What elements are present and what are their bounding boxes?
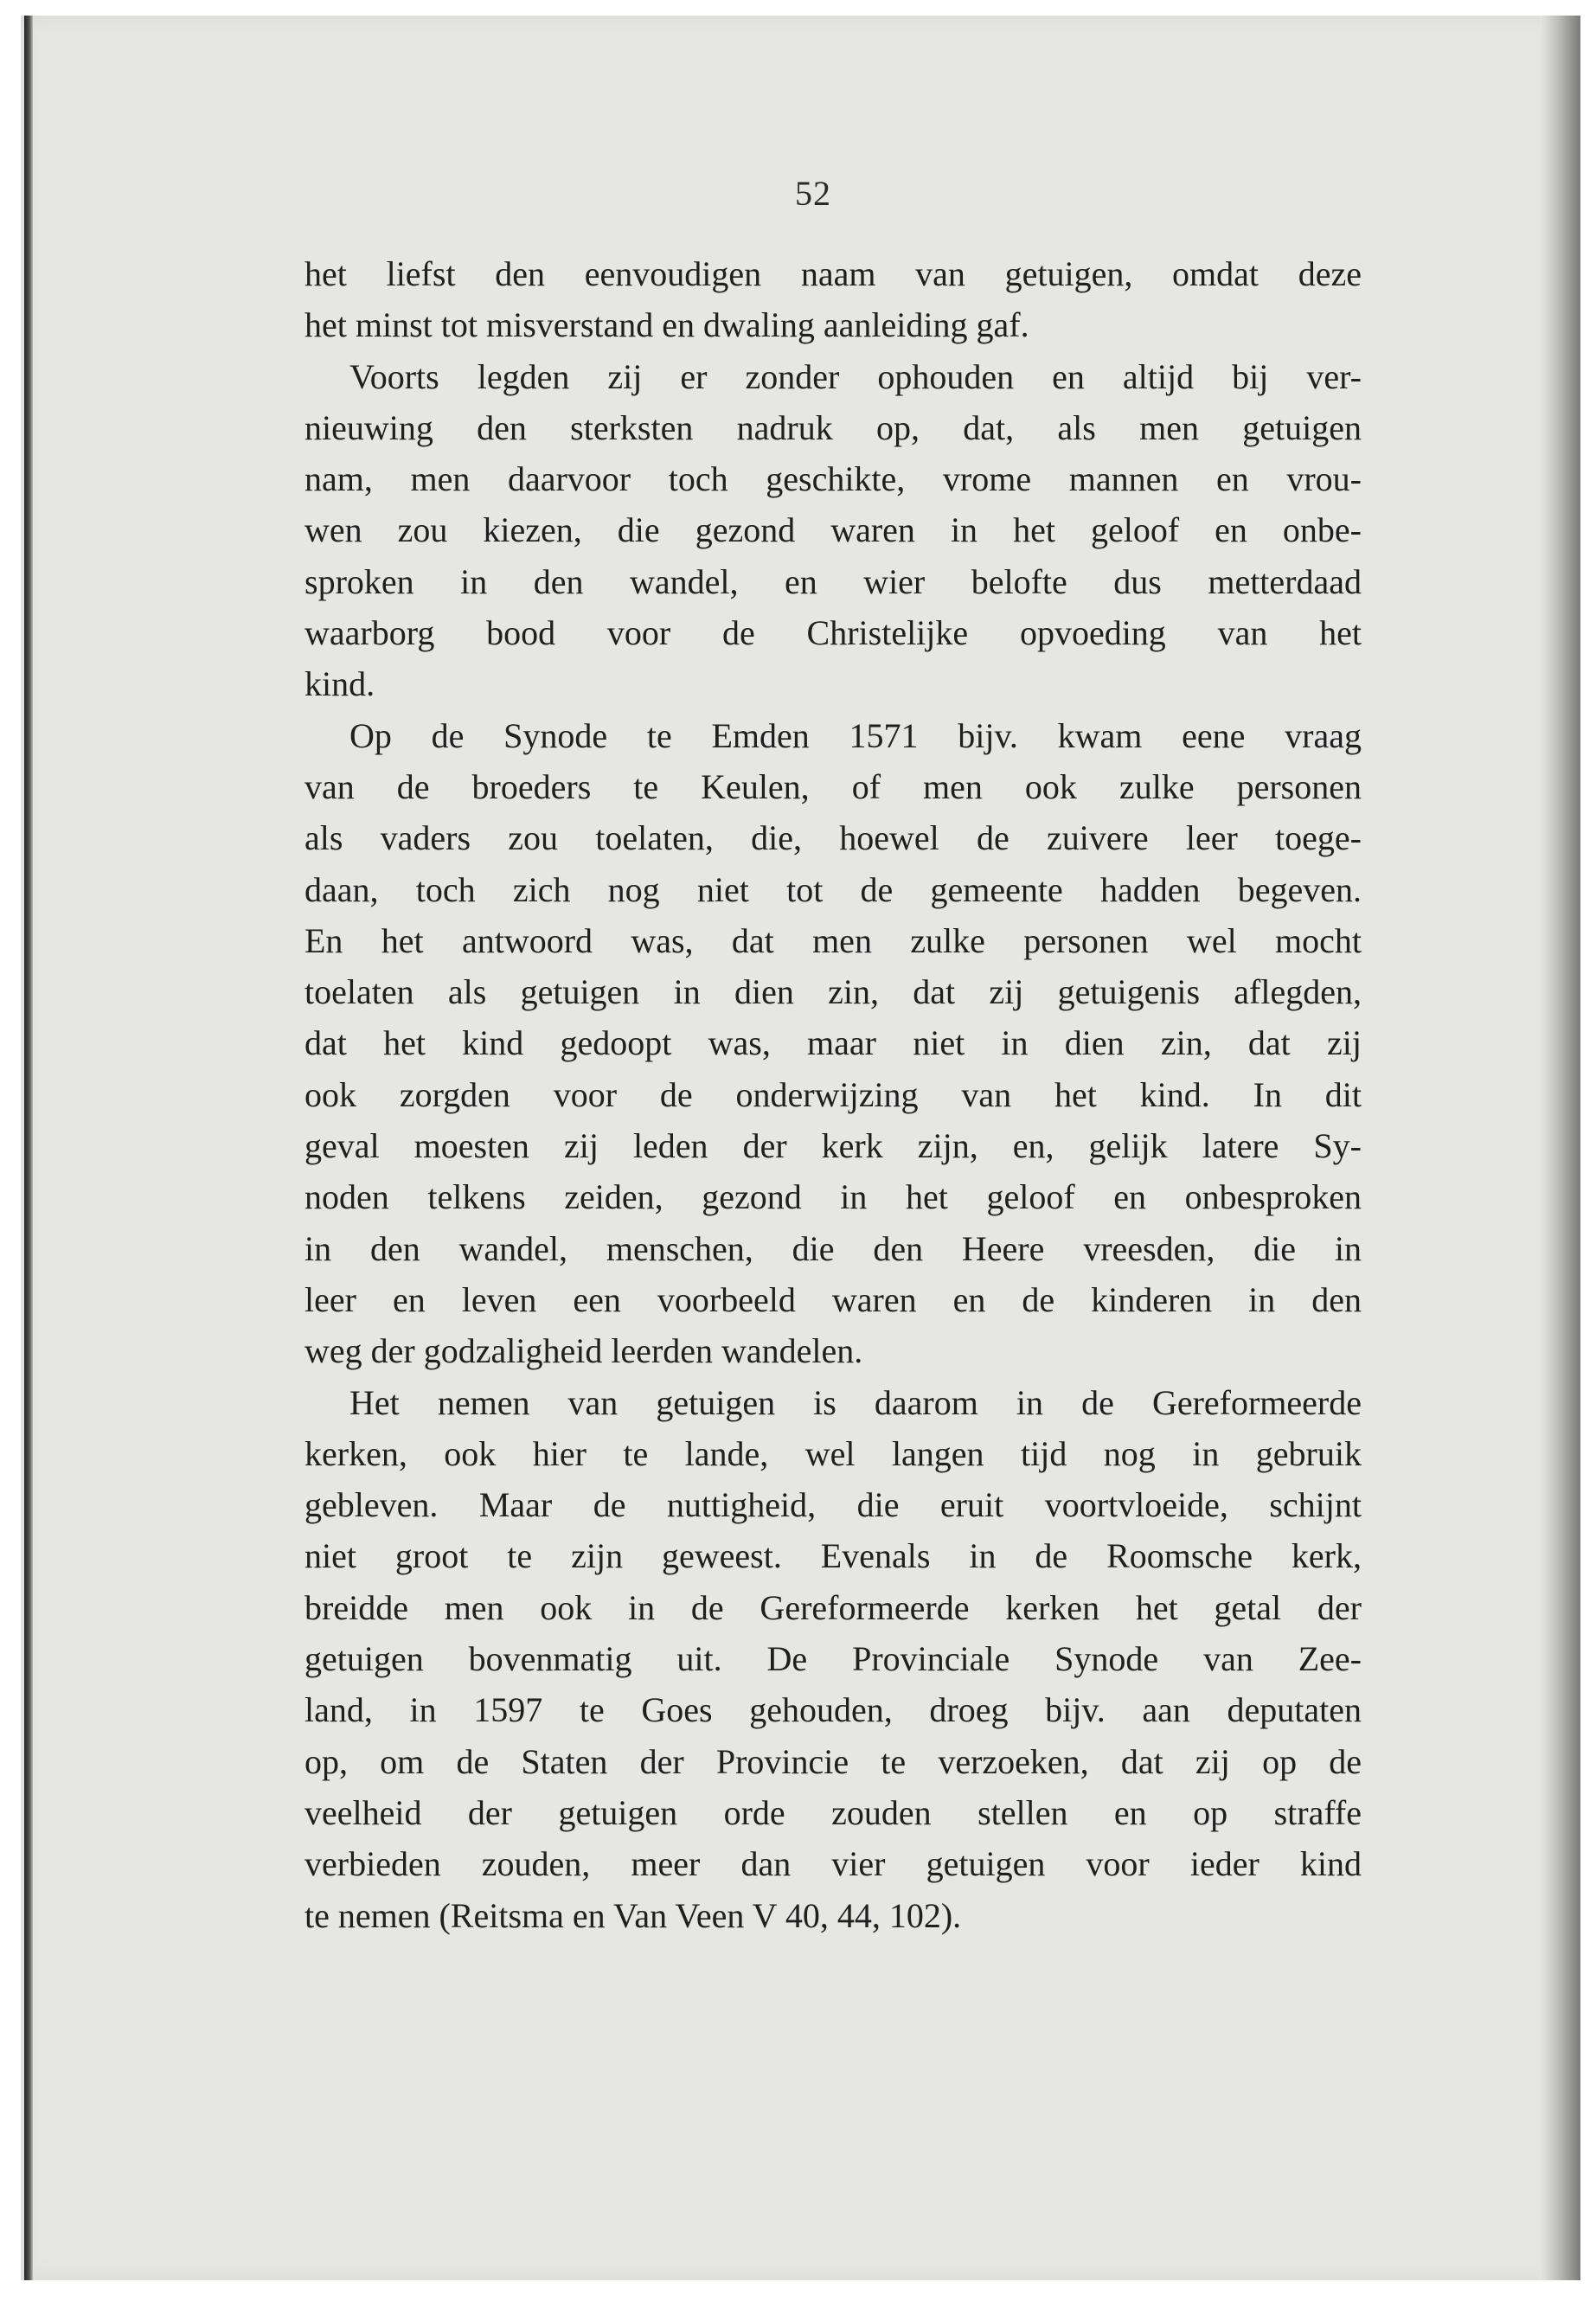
text-line: En het antwoord was, dat men zulke personen wel mocht <box>304 920 1362 960</box>
text-line: het liefst den eenvoudigen naam van getuigen, omdat deze <box>304 254 1362 293</box>
text-line: dat het kind gedoopt was, maar niet in dien zin, dat zij <box>304 1023 1362 1063</box>
text-line: breidde men ook in de Gereformeerde kerken het getal der <box>304 1587 1362 1627</box>
text-line: veelheid der getuigen orde zouden stellen en op straffe <box>304 1792 1362 1832</box>
text-line: verbieden zouden, meer dan vier getuigen voor ieder kind <box>304 1844 1362 1884</box>
text-line: nam, men daarvoor toch geschikte, vrome mannen en vrou- <box>304 459 1362 499</box>
text-line: Voorts legden zij er zonder ophouden en altijd bij ver- <box>349 356 1362 396</box>
binding-shadow <box>24 16 33 2280</box>
text-line: Op de Synode te Emden 1571 bijv. kwam eene vraag <box>349 715 1362 755</box>
text-line: van de broeders te Keulen, of men ook zulke personen <box>304 766 1362 806</box>
body-text <box>304 248 1362 1941</box>
text-line: geval moesten zij leden der kerk zijn, en, gelijk latere Sy- <box>304 1126 1362 1166</box>
page-edge-shadow <box>1540 16 1580 2280</box>
text-line: leer en leven een voorbeeld waren en de kinderen in den <box>304 1279 1362 1319</box>
text-line: kind. <box>304 664 375 704</box>
text-line: sproken in den wandel, en wier belofte dus metterdaad <box>304 561 1362 601</box>
text-line: nieuwing den sterksten nadruk op, dat, als men getuigen <box>304 407 1362 447</box>
text-line: als vaders zou toelaten, die, hoewel de zuivere leer toege- <box>304 818 1362 858</box>
text-line: daan, toch zich nog niet tot de gemeente hadden begeven. <box>304 869 1362 909</box>
text-line: Het nemen van getuigen is daarom in de Gereformeerde <box>349 1382 1362 1422</box>
text-line: het minst tot misverstand en dwaling aanleiding gaf. <box>304 305 1029 345</box>
text-line: weg der godzaligheid leerden wandelen. <box>304 1331 863 1371</box>
text-line: gebleven. Maar de nuttigheid, die eruit voortvloeide, schijnt <box>304 1485 1362 1525</box>
text-line: land, in 1597 te Goes gehouden, droeg bijv. aan deputaten <box>304 1690 1362 1730</box>
text-line: waarborg bood voor de Christelijke opvoeding van het <box>304 613 1362 653</box>
text-line: in den wandel, menschen, die den Heere vreesden, die in <box>304 1228 1362 1268</box>
text-line: getuigen bovenmatig uit. De Provinciale Synode van Zee- <box>304 1639 1362 1679</box>
page-number: 52 <box>795 174 831 213</box>
text-line: niet groot te zijn geweest. Evenals in de Roomsche kerk, <box>304 1536 1362 1576</box>
text-line: wen zou kiezen, die gezond waren in het geloof en onbe- <box>304 510 1362 550</box>
text-line: noden telkens zeiden, gezond in het geloof en onbesproken <box>304 1177 1362 1217</box>
text-line: ook zorgden voor de onderwijzing van het kind. In dit <box>304 1074 1362 1114</box>
text-line: op, om de Staten der Provincie te verzoeken, dat zij op de <box>304 1741 1362 1781</box>
text-line: te nemen (Reitsma en Van Veen V 40, 44, 102). <box>304 1895 962 1935</box>
text-line: toelaten als getuigen in dien zin, dat zij getuigenis aflegden, <box>304 972 1362 1012</box>
text-line: kerken, ook hier te lande, wel langen tijd nog in gebruik <box>304 1433 1362 1473</box>
